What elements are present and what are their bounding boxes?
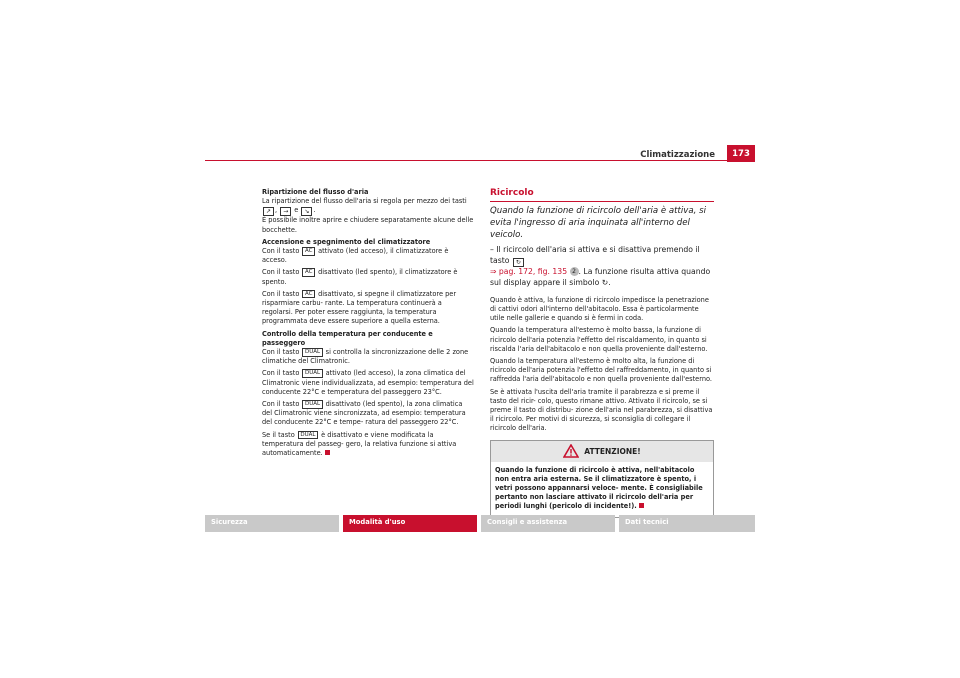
paragraph-air-distribution — [262, 197, 474, 235]
warning-body — [491, 462, 713, 517]
text: È possibile inoltre aprire e chiudere separatamente alcune delle bocchette. — [262, 216, 474, 234]
ac-key-label: AC — [302, 268, 315, 277]
text: attivato (led acceso), la zona climatica del Climatronic viene individualizzata, ad esempio: temperatura del conducente 22°C e temperatura del passeggero 23°C. — [262, 369, 474, 396]
paragraph-recirculation-2: Quando la temperatura all'esterno è molto bassa, la funzione di ricircolo dell'aria potenzia l'effetto del riscaldamento, in quanto si riscalda l'aria dell'abitacolo e non quella proveniente dall'esterno. — [490, 326, 708, 353]
footer-tab-sicurezza[interactable]: Sicurezza — [205, 515, 339, 532]
text: si controlla la sincronizzazione delle 2 zone climatiche del Climatronic. — [262, 348, 469, 366]
paragraph-dual-auto — [262, 431, 474, 459]
paragraph-ac-economy — [262, 290, 474, 327]
ac-key-label: AC — [302, 247, 315, 256]
section-heading-temperature-control: Controllo della temperatura per conducente e passeggero — [262, 329, 433, 347]
dual-key-label: DUAL — [302, 369, 322, 378]
text: Con il tasto — [262, 268, 302, 277]
text: Con il tasto — [262, 289, 302, 298]
page-number-badge: 173 — [727, 145, 755, 162]
paragraph-ac-on — [262, 247, 474, 265]
text: – Il ricircolo dell'aria si attiva e si disattiva premendo il tasto — [490, 245, 700, 266]
right-column — [490, 188, 714, 518]
paragraph-recirculation-4: Se è attivata l'uscita dell'aria tramite il parabrezza e si preme il tasto del ricir- colo, questo rimane attivo. Attivato il ricircolo, se si preme il tasto di distribu- zione dell'aria nel parabrezza, si disattiva il ricircolo. Per motivi di sicurezza, si sconsiglia di collegare il ricircolo dell'aria. — [490, 387, 713, 433]
text: disattivato (led spento), il climatizzatore è spento. — [262, 268, 458, 286]
windshield-air-key-icon: ↗ — [263, 207, 274, 216]
section-title-recirculation: Ricircolo — [490, 188, 534, 198]
ac-key-label: AC — [302, 290, 315, 299]
chapter-title: Climatizzazione — [640, 150, 715, 160]
section-title-divider — [490, 201, 714, 202]
paragraph-recirculation-3: Quando la temperatura all'esterno è molto alta, la funzione di ricircolo dell'aria potenzia l'effetto del raffreddamento, in quanto si raffredda l'aria dell'abitacolo e non quella proveniente dall'esterno. — [490, 357, 713, 384]
text: . — [313, 206, 316, 215]
face-air-key-icon: → — [280, 207, 291, 216]
left-column — [262, 188, 474, 461]
header-divider — [205, 160, 755, 161]
section-heading-ac-on-off: Accensione e spegnimento del climatizzatore — [262, 237, 431, 246]
warning-title: ATTENZIONE! — [584, 446, 641, 456]
footwell-air-key-icon: ↘ — [301, 207, 312, 216]
recirculation-key-icon: ↻ — [513, 258, 524, 267]
figure-callout-number: 2 — [570, 267, 579, 276]
dual-key-label: DUAL — [302, 400, 322, 409]
warning-header — [491, 441, 713, 462]
text: è disattivato e viene modificata la temperatura del passeg- gero, la relativa funzione si attiva automaticamente. — [262, 430, 457, 458]
section-end-marker — [325, 450, 330, 455]
footer-tab-dati-tecnici[interactable]: Dati tecnici — [619, 515, 755, 532]
instruction-step — [490, 245, 714, 288]
text: attivato (led acceso), il climatizzatore è acceso. — [262, 247, 449, 265]
footer-tab-consigli-assistenza[interactable]: Consigli e assistenza — [481, 515, 615, 532]
text: . La funzione risulta attiva quando sul display appare il simbolo — [490, 267, 711, 287]
section-intro: Quando la funzione di ricircolo dell'aria è attiva, si evita l'ingresso di aria inquinata all'interno del veicolo. — [490, 206, 706, 240]
paragraph-dual-off — [262, 400, 474, 428]
paragraph-dual-on — [262, 369, 474, 397]
text: La ripartizione del flusso dell'aria si regola per mezzo dei tasti — [262, 197, 467, 206]
text: e — [292, 206, 301, 215]
section-heading-air-distribution: Ripartizione del flusso d'aria — [262, 188, 369, 196]
text: Se il tasto — [262, 430, 297, 439]
text: . — [608, 277, 611, 287]
warning-triangle-icon — [563, 444, 579, 458]
recirculation-symbol-icon: ↻ — [601, 277, 609, 287]
warning-box — [490, 440, 714, 518]
text: disattivato (led spento), la zona climatica del Climatronic viene sincronizzata, ad esempio: temperatura del conducente 22°C e tempe- ratura del passeggero 22°C. — [262, 400, 466, 427]
dual-key-label: DUAL — [298, 431, 318, 440]
paragraph-recirculation-1: Quando è attiva, la funzione di ricircolo impedisce la penetrazione di cattivi odori all'interno dell'abitacolo. Essa è particolarmente utile nelle gallerie e quando si è fermi in coda. — [490, 295, 709, 323]
text: Con il tasto — [262, 247, 302, 256]
section-end-marker — [639, 503, 644, 508]
paragraph-ac-off — [262, 268, 474, 286]
page-cross-reference-link[interactable]: ⇒ pag. 172, fig. 135 — [490, 267, 570, 277]
text: disattivato, si spegne il climatizzatore per risparmiare carbu- rante. La temperatura continuerà a regolarsi. Per poter essere raggiunta, la temperatura programmata deve essere superiore a quella esterna. — [262, 289, 457, 326]
paragraph-dual-sync — [262, 348, 474, 366]
text: Con il tasto — [262, 400, 302, 409]
text: Con il tasto — [262, 348, 302, 357]
warning-text: Quando la funzione di ricircolo è attiva, nell'abitacolo non entra aria esterna. Se il climatizzatore è spento, i vetri possono appannarsi veloce- mente. È consigliabile pertanto non lasciare attivato il ricircolo dell'aria per periodi lunghi (pericolo di incidente!). — [495, 465, 703, 511]
text: Con il tasto — [262, 369, 302, 378]
footer-tab-modalita-uso[interactable]: Modalità d'uso — [343, 515, 477, 532]
text: , — [275, 206, 280, 215]
dual-key-label: DUAL — [302, 348, 322, 357]
